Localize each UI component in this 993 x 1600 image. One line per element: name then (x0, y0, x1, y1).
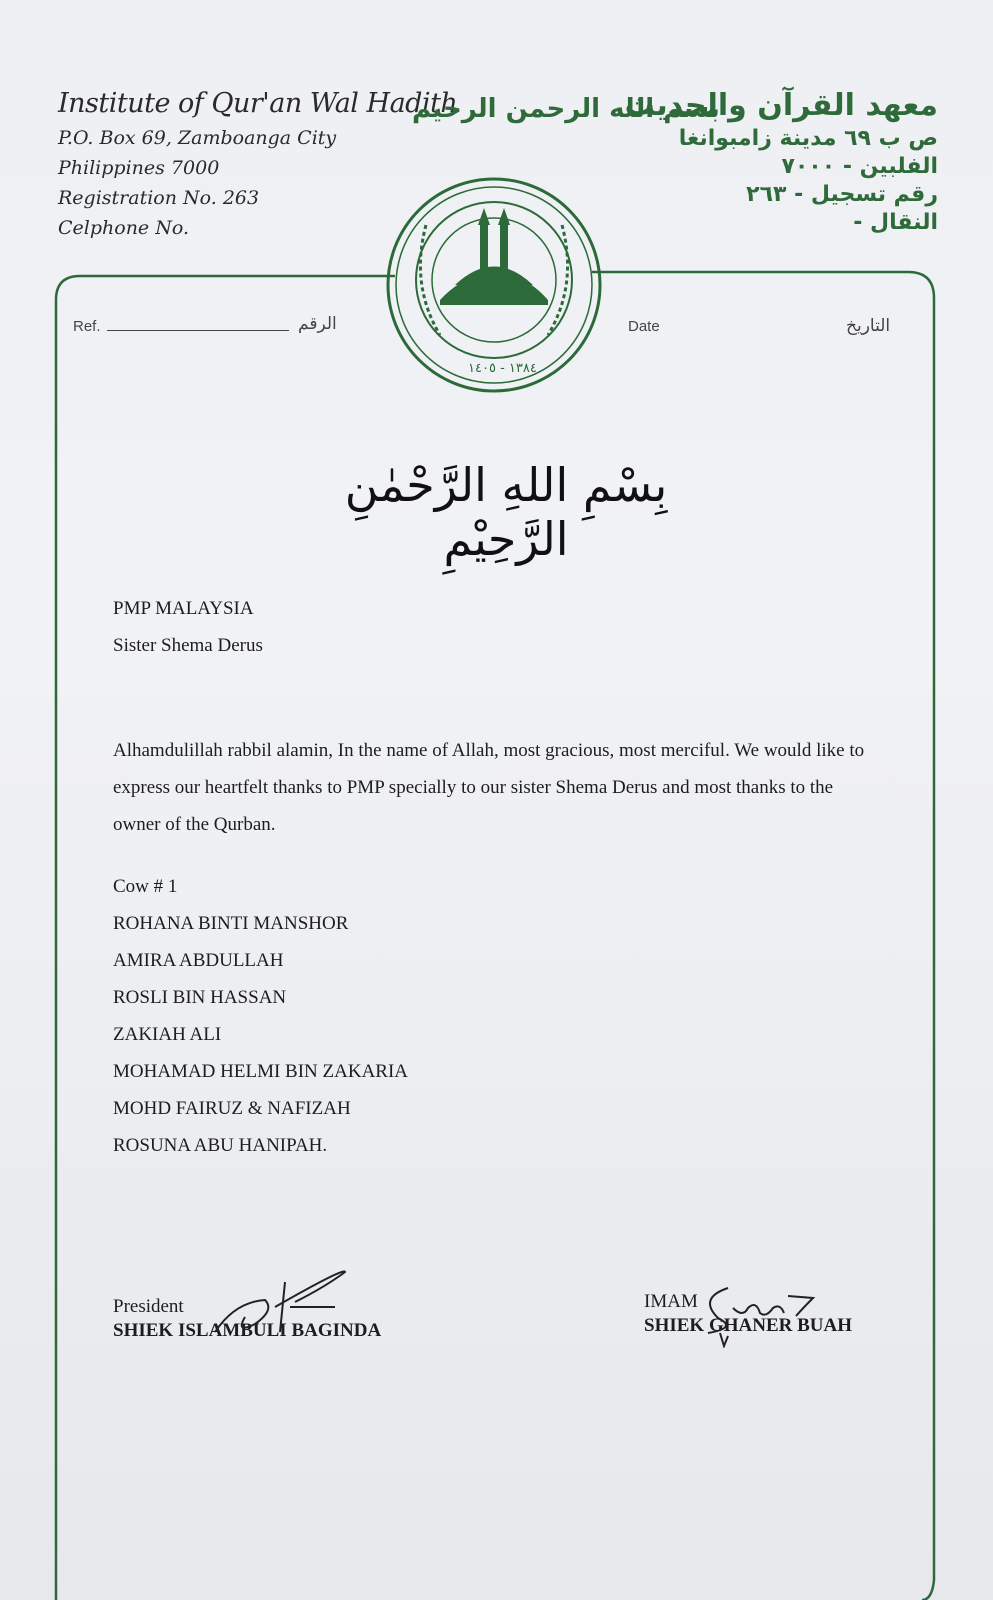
arabic-institute-name: معهد القرآن والحديث (624, 88, 938, 123)
list-item: ROSLI BIN HASSAN (113, 987, 287, 1008)
address-line: Celphone No. (58, 217, 189, 239)
signatory-title: IMAM (644, 1291, 698, 1312)
institute-name: Institute of Qur'an Wal Hadith (58, 88, 458, 119)
list-item: MOHAMAD HELMI BIN ZAKARIA (113, 1061, 409, 1082)
ref-label-arabic: الرقم (298, 314, 337, 334)
arabic-address-line: الفلبين - ٧٠٠٠ (781, 154, 938, 179)
date-label: Date (628, 318, 660, 335)
arabic-address-line: ص ب ٦٩ مدينة زامبوانغا (678, 126, 938, 151)
basmala-calligraphy: بِسْمِ اللهِ الرَّحْمٰنِ الرَّحِيْمِ (344, 458, 668, 566)
letterhead-bismillah: بسم الله الرحمن الرحيم (412, 94, 720, 124)
president-handwritten-signature (205, 1262, 365, 1342)
ref-field (73, 318, 295, 335)
address-line: Registration No. 263 (58, 187, 260, 209)
letterhead-arabic (625, 88, 938, 235)
ref-blank-line (107, 330, 289, 331)
list-item: MOHD FAIRUZ & NAFIZAH (113, 1098, 351, 1119)
list-item: ROHANA BINTI MANSHOR (113, 913, 349, 934)
recipient-line: Sister Shema Derus (113, 635, 263, 656)
qurban-owner-list (113, 868, 883, 1164)
date-label-arabic: التاريخ (846, 316, 891, 336)
arabic-address-line: رقم تسجيل - ٢٦٣ (746, 182, 938, 207)
list-item: ROSUNA ABU HANIPAH. (113, 1135, 328, 1156)
signatory-name: SHIEK ISLAMBULI BAGINDA (113, 1320, 382, 1341)
list-item: ZAKIAH ALI (113, 1024, 222, 1045)
letterhead-english (58, 88, 457, 239)
signatory-title: President (113, 1296, 184, 1317)
ref-label: Ref. (73, 318, 101, 335)
letter-paragraph: Alhamdulillah rabbil alamin, In the name of Allah, most gracious, most merciful. We would like to express our heartfelt thanks to PMP specially to our sister Shema Derus and most thanks to the owner of the Qurban. (113, 740, 865, 835)
address-line: P.O. Box 69, Zamboanga City (58, 127, 337, 149)
seal-year: ١٣٨٤ - ١٤٠٥ (468, 361, 537, 376)
recipient-line: PMP MALAYSIA (113, 598, 254, 619)
list-item: AMIRA ABDULLAH (113, 950, 284, 971)
signatory-name: SHIEK GHANER BUAH (644, 1315, 852, 1336)
list-heading: Cow # 1 (113, 876, 178, 897)
recipient-block (113, 590, 883, 664)
imam-handwritten-signature (688, 1278, 828, 1348)
address-line: Philippines 7000 (58, 157, 220, 179)
arabic-address-line: النقال - (853, 210, 938, 235)
